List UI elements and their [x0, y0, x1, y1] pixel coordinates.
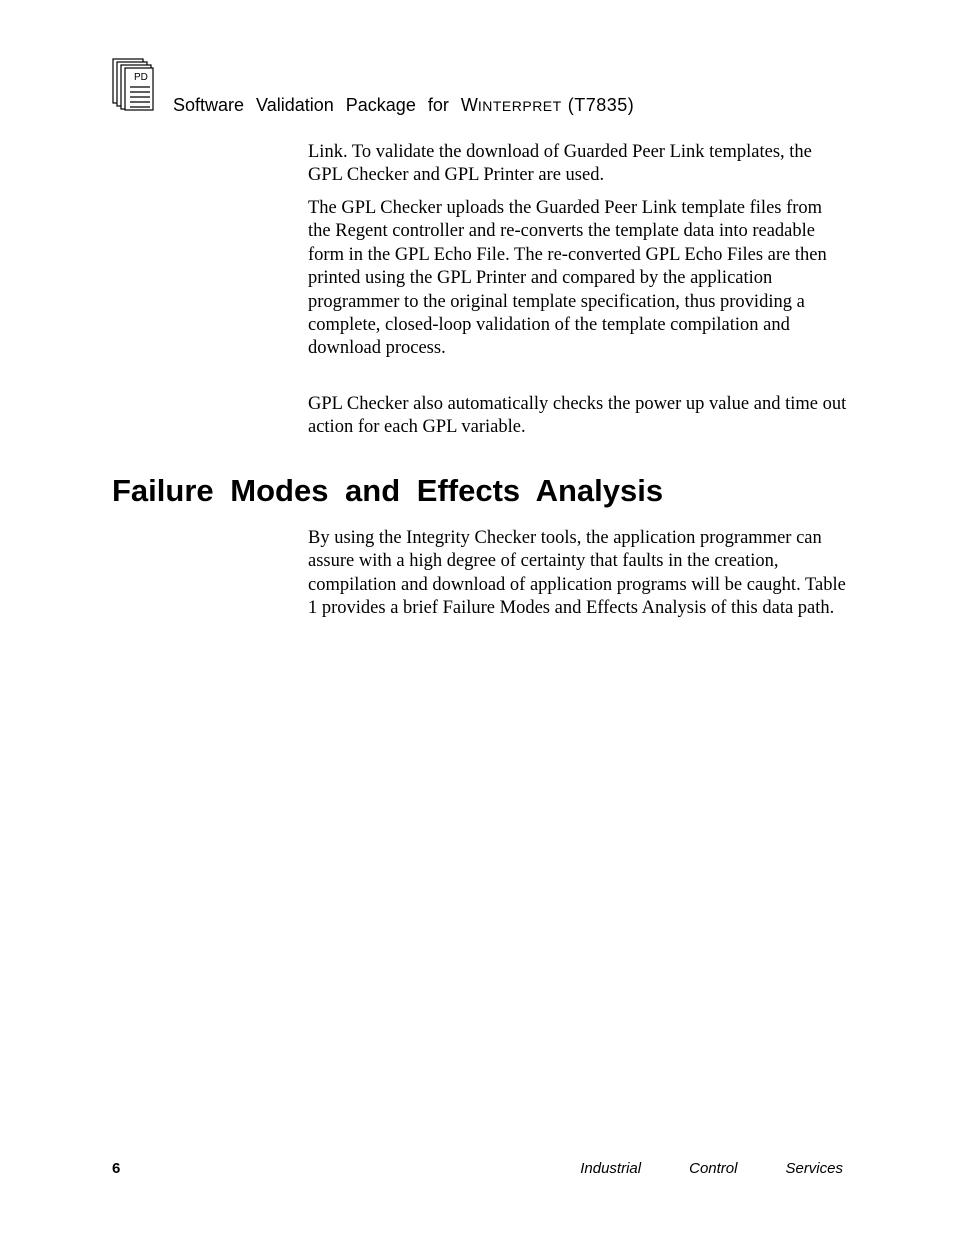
body-paragraph	[308, 141, 848, 188]
footer-word: Industrial	[580, 1160, 642, 1177]
footer-word: Control	[689, 1160, 738, 1177]
product-initial: W	[460, 95, 478, 115]
product-name-rest: INTERPRET	[477, 98, 562, 114]
page-number: 6	[112, 1160, 121, 1177]
document-stack-icon	[112, 58, 156, 112]
header-word: Package	[345, 95, 416, 115]
section-heading: Failure Modes and Effects Analysis	[112, 473, 664, 508]
body-paragraph	[308, 393, 848, 440]
body-paragraph	[308, 527, 848, 621]
paragraph-text: Link. To validate the download of Guarded Peer Link templates, the GPL Checker and GPL Printer are used.	[308, 142, 812, 186]
header-word: Software	[173, 95, 245, 115]
product-code: (T7835)	[567, 95, 635, 115]
paragraph-text: The GPL Checker uploads the Guarded Peer Link template files from the Regent controller and re-converts the template data into readable form in the GPL Echo File. The re-converted GPL Echo Files are then printed using the GPL Printer and compared by the application programmer to the original template specification, thus providing a complete, closed-loop validation of the template compilation and download process.	[308, 198, 827, 359]
paragraph-text: GPL Checker also automatically checks the power up value and time out action for each GPL variable.	[308, 394, 847, 438]
running-header	[173, 94, 634, 117]
paragraph-text: By using the Integrity Checker tools, the application programmer can assure with a high degree of certainty that faults in the creation, compilation and download of application programs will be caught. Table 1 provides a brief Failure Modes and Effects Analysis of this data path.	[308, 528, 846, 619]
body-paragraph	[308, 197, 848, 361]
footer-word: Services	[785, 1160, 843, 1177]
header-word: for	[427, 95, 449, 115]
footer-company-name	[580, 1160, 843, 1177]
header-word: Validation	[256, 95, 334, 115]
icon-label: PD	[134, 72, 148, 83]
